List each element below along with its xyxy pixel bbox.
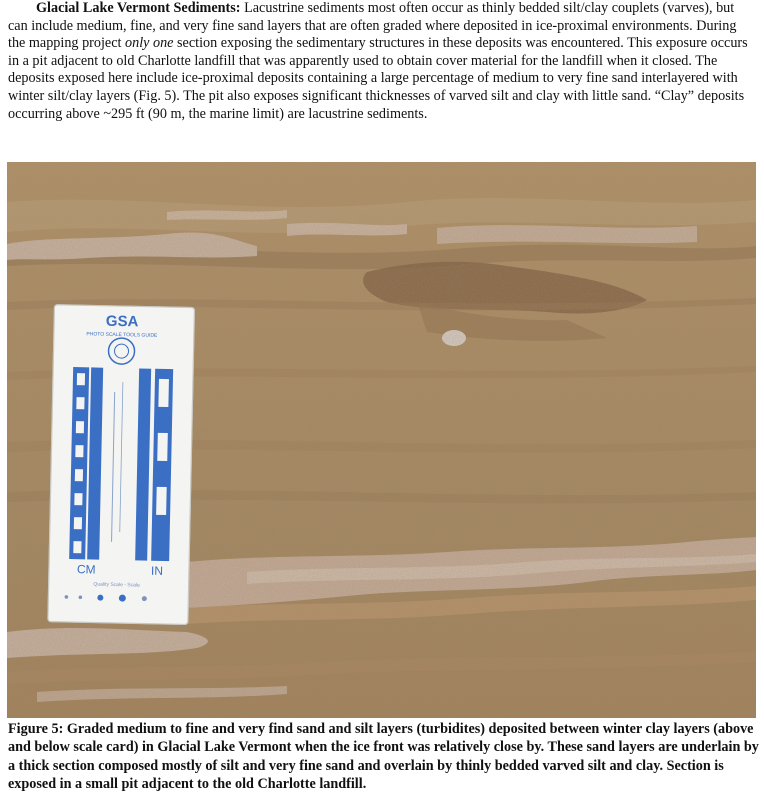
paragraph-text-2: section exposing the sedimentary structures in these deposits was encountered. This exposure occurs in a pit adjacent to old Charlotte landfill that was apparently used to obtain cover material for the landfill when it closed. The deposits exposed here include ice-proximal deposits containing a large percentage of medium to very fine sand interlayered with winter silt/clay layers (Fig. 5). The pit also exposes significant thicknesses of varved silt and clay with little sand. “Clay” deposits occurring above ~295 ft (90 m, the marine limit) are lacustrine sediments. xyxy=(8,35,748,122)
scale-card-footer: Quality Scale - Scale xyxy=(93,581,140,589)
outcrop-photo xyxy=(7,162,756,718)
body-paragraph xyxy=(8,0,756,123)
scale-card-in-label: IN xyxy=(150,563,164,578)
scale-card-brand: GSA xyxy=(105,312,139,331)
figure-caption: Figure 5: Graded medium to fine and very find sand and silt layers (turbidites) deposited between winter clay layers (above and below scale card) in Glacial Lake Vermont when the ice front was relatively close by. These sand layers are underlain by a thick section composed mostly of silt and very fine sand and overlain by thinly bedded varved silt and clay. Section is exposed in a small pit adjacent to the old Charlotte landfill. xyxy=(8,721,759,793)
outcrop-photo-image xyxy=(7,162,756,718)
scale-card-subtitle: PHOTO SCALE TOOLS GUIDE xyxy=(86,331,158,339)
paragraph-heading: Glacial Lake Vermont Sediments: xyxy=(36,0,241,16)
paragraph-text-1: Lacustrine sediments most often occur as thinly bedded silt/clay couplets (varves), but can include medium, fine, and very fine sand layers that are often graded where deposited in ice-proximal environments. During the mapping project xyxy=(8,0,737,52)
scale-card xyxy=(48,305,195,625)
paragraph-emphasis: only one xyxy=(125,35,174,52)
scale-card-cm-label: CM xyxy=(76,562,96,577)
